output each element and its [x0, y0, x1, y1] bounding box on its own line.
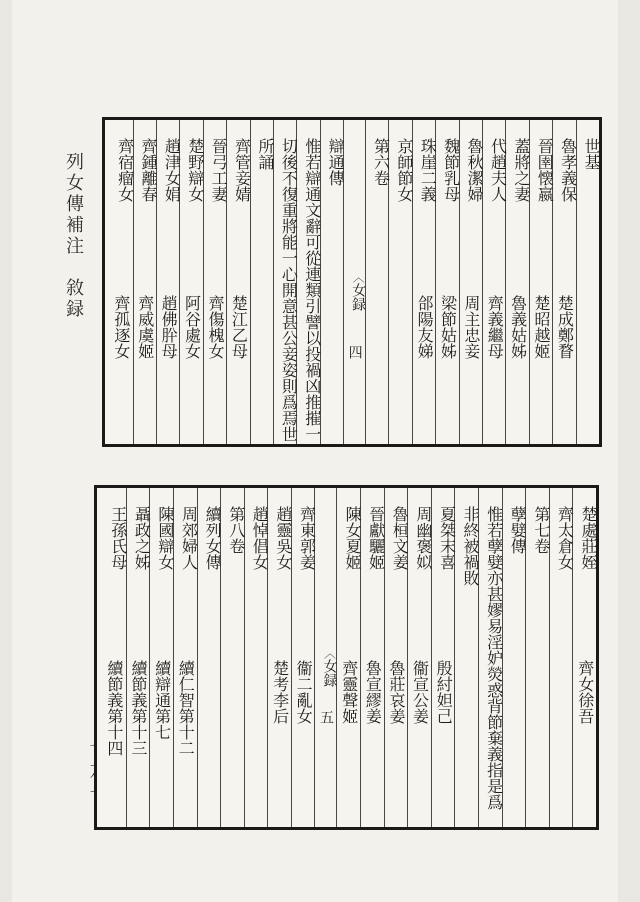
column-upper-text: 魏節乳母 — [441, 138, 461, 202]
text-column — [549, 488, 573, 827]
column-lower-text: 續節義第十四 — [104, 660, 124, 756]
column-upper-text: 夏桀末喜 — [437, 506, 457, 570]
column-upper-text: 晉獻驪姬 — [366, 506, 386, 570]
column-upper-text: 齊管妾婧 — [232, 138, 252, 202]
text-column — [407, 488, 431, 827]
top-column-grid — [105, 120, 599, 444]
column-upper-text: 周郊婦人 — [179, 506, 199, 570]
column-upper-text: 聶政之姊 — [132, 506, 152, 570]
bottom-leaf-panel — [94, 485, 599, 830]
column-lower-text: 續辯通第七 — [152, 660, 172, 740]
text-column — [459, 120, 485, 444]
book-page — [12, 0, 618, 902]
column-upper-text: 趙靈吳女 — [273, 506, 293, 570]
text-column — [250, 120, 273, 444]
column-lower-text: 齊義繼母 — [485, 295, 505, 359]
text-column — [529, 120, 555, 444]
text-column — [226, 120, 252, 444]
text-column — [149, 488, 173, 827]
column-lower-text: 衞宣公姜 — [410, 660, 430, 724]
text-column — [273, 120, 299, 444]
column-lower-text: 殷紂妲己 — [434, 660, 454, 724]
text-column — [220, 488, 244, 827]
column-lower-text: 齊威虞姬 — [135, 295, 155, 359]
fish-tail-center — [314, 488, 336, 827]
text-column — [296, 120, 322, 444]
column-upper-text: 惟若孽嬖亦甚嫪易淫妒熒惑背節棄義指是爲 — [484, 506, 504, 810]
column-upper-text: 蓋將之妻 — [511, 138, 531, 202]
column-upper-text: 趙津女娟 — [162, 138, 182, 202]
text-column — [572, 488, 596, 827]
text-column — [244, 488, 268, 827]
column-lower-text: 齊孤逐女 — [111, 295, 131, 359]
bottom-column-grid — [97, 488, 596, 827]
column-upper-text: 惟若辯通文辭可從連類引譬以投禍凶推摧一 — [302, 138, 322, 442]
text-column — [365, 120, 391, 444]
fish-tail-label: 女録 — [321, 658, 338, 687]
text-column — [384, 488, 408, 827]
column-upper-text: 周幽褒姒 — [413, 506, 433, 570]
text-column — [478, 488, 502, 827]
column-upper-text: 魯秋潔婦 — [465, 138, 485, 202]
column-upper-text: 代趙夫人 — [488, 138, 508, 202]
column-lower-text: 魯莊哀姜 — [386, 660, 406, 724]
text-column — [502, 488, 526, 827]
column-upper-text: 續列女傳 — [203, 506, 223, 570]
text-column — [320, 120, 346, 444]
column-upper-text: 楚處莊姪 — [579, 506, 598, 570]
column-lower-text: 魯義姑姊 — [508, 295, 528, 359]
text-column — [102, 488, 126, 827]
text-column — [156, 120, 182, 444]
column-lower-text: 楚成鄭瞀 — [555, 295, 575, 359]
column-upper-text: 第六卷 — [371, 138, 391, 186]
text-column — [197, 488, 221, 827]
column-upper-text: 齊宿瘤女 — [115, 138, 135, 202]
column-upper-text: 世基 — [582, 138, 601, 170]
column-upper-text: 珠崖二義 — [418, 138, 438, 202]
text-column — [505, 120, 531, 444]
column-lower-text: 阿谷處女 — [182, 295, 202, 359]
column-lower-text: 續仁智第十二 — [176, 660, 196, 756]
column-lower-text: 郃陽友娣 — [415, 295, 435, 359]
fish-tail-leaf-number: 五 — [317, 710, 334, 724]
column-upper-text: 晉圉懐嬴 — [535, 138, 555, 202]
fish-tail-leaf-number: 四 — [346, 345, 363, 359]
column-upper-text: 齊太倉女 — [555, 506, 575, 570]
text-column — [552, 120, 578, 444]
column-upper-text: 第七卷 — [531, 506, 551, 554]
text-column — [576, 120, 599, 444]
column-lower-text: 楚考李后 — [270, 660, 290, 724]
fish-tail-mark: 〈 — [351, 271, 366, 283]
fish-tail-center — [343, 120, 365, 444]
text-column — [388, 120, 414, 444]
column-lower-text: 周主忠妾 — [461, 295, 481, 359]
text-column — [454, 488, 481, 827]
text-column — [179, 120, 205, 444]
text-column — [412, 120, 438, 444]
column-lower-text: 楚江乙母 — [229, 295, 249, 359]
column-upper-text: 切後不復重將能一心開意甚公妾姿則爲焉世 — [279, 138, 299, 442]
column-upper-text: 楚野辯女 — [185, 138, 205, 202]
column-upper-text: 非終被禍敗 — [461, 506, 481, 586]
text-column — [435, 120, 461, 444]
column-upper-text: 晉弓工妻 — [209, 138, 229, 202]
column-lower-text: 齊傷槐女 — [205, 295, 225, 359]
text-column — [336, 488, 363, 827]
top-leaf-panel — [102, 117, 602, 447]
column-upper-text: 京師節女 — [394, 138, 414, 202]
column-lower-text: 齊女徐吾 — [575, 660, 595, 724]
column-lower-text: 魯宣繆姜 — [363, 660, 383, 724]
text-column — [431, 488, 455, 827]
column-upper-text: 魯桓文姜 — [390, 506, 410, 570]
column-lower-text: 趙佛肸母 — [159, 295, 179, 359]
text-column — [291, 488, 315, 827]
text-column — [203, 120, 229, 444]
column-upper-text: 所誦 — [255, 138, 275, 170]
text-column — [267, 488, 291, 827]
column-upper-text: 辯通傳 — [326, 138, 346, 186]
fish-tail-label: 女録 — [350, 283, 367, 311]
text-column — [525, 488, 549, 827]
column-lower-text: 楚昭越姬 — [532, 295, 552, 359]
column-upper-text: 齊東郭姜 — [297, 506, 317, 570]
column-lower-text: 梁節姑姊 — [438, 295, 458, 359]
text-column — [173, 488, 197, 827]
column-upper-text: 陳女夏姬 — [343, 506, 363, 570]
column-lower-text: 續節義第十三 — [129, 660, 149, 756]
column-upper-text: 趙悼倡女 — [250, 506, 270, 570]
text-column — [360, 488, 384, 827]
column-upper-text: 孽嬖傳 — [508, 506, 528, 554]
fish-tail-mark: 〈 — [322, 646, 337, 659]
column-upper-text: 第八卷 — [226, 506, 246, 554]
column-upper-text: 王孫氏母 — [108, 506, 128, 570]
column-upper-text: 陳國辯女 — [155, 506, 175, 570]
column-upper-text: 魯孝義保 — [558, 138, 578, 202]
text-column — [109, 120, 135, 444]
column-lower-text: 衞二亂女 — [294, 660, 314, 724]
column-upper-text: 齊鍾離春 — [138, 138, 158, 202]
column-lower-text: 齊靈聲姬 — [339, 660, 359, 724]
running-title: 列女傳補注 敘録 — [63, 152, 84, 320]
text-column — [133, 120, 156, 444]
text-column — [126, 488, 150, 827]
text-column — [482, 120, 508, 444]
